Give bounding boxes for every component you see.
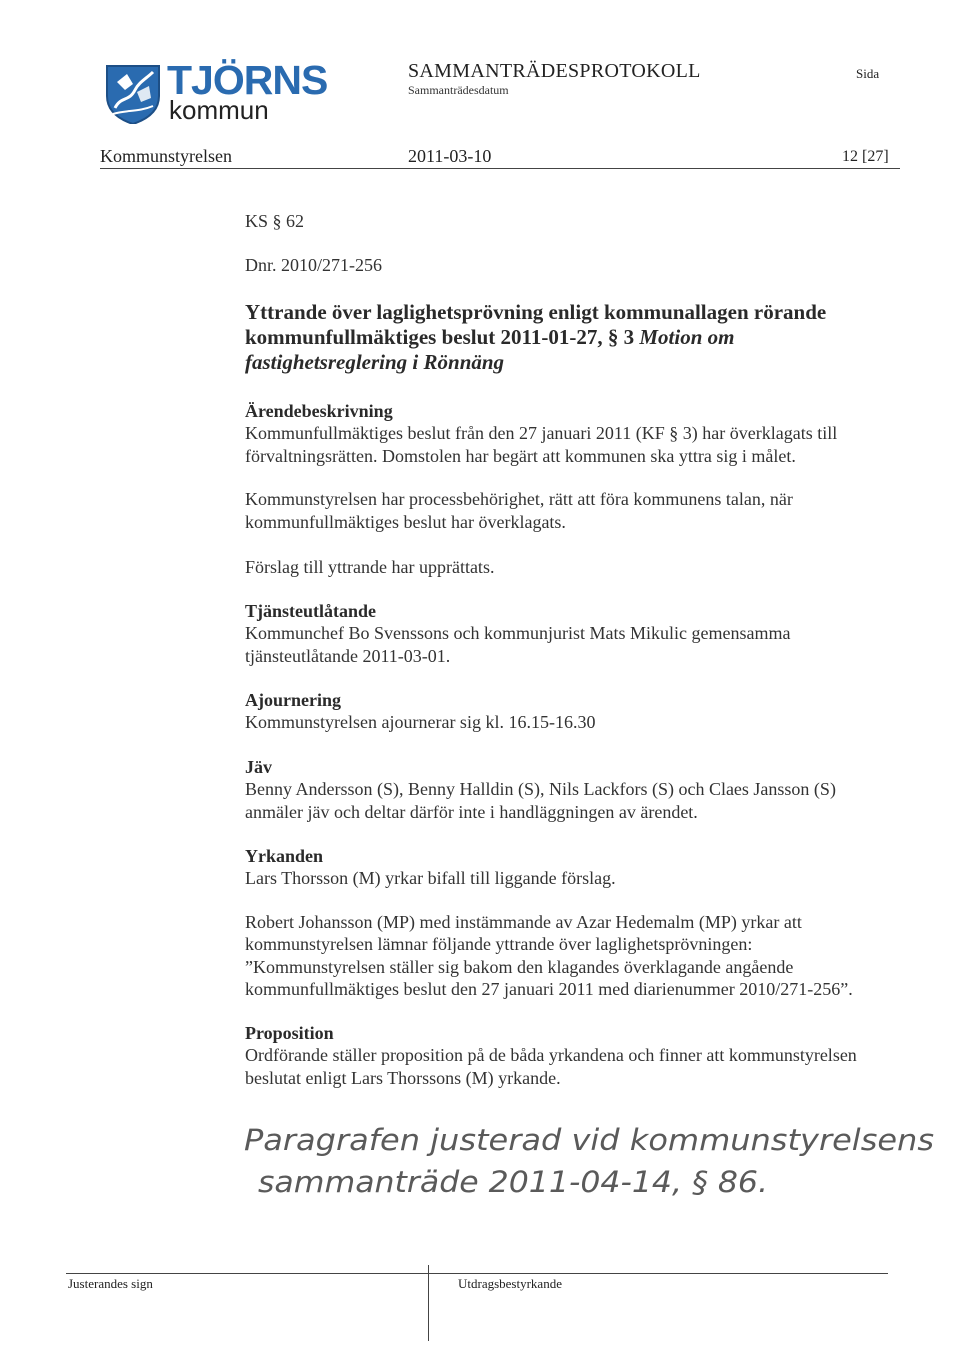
title-line-2-plain: kommunfullmäktiges beslut 2011-01-27, § 3 bbox=[245, 325, 640, 349]
robert-line-2: kommunstyrelsen lämnar följande yttrande över laglighetsprövningen: bbox=[245, 934, 753, 954]
section-heading-yrkanden: Yrkanden bbox=[245, 846, 324, 866]
forslag-text: Förslag till yttrande har upprättats. bbox=[245, 557, 495, 577]
handwritten-note bbox=[244, 1118, 944, 1208]
jav-line-2: anmäler jäv och deltar därför inte i handläggningen av ärendet. bbox=[245, 802, 698, 822]
logo-wordmark: TJÖRNS bbox=[167, 57, 328, 103]
proposition-line-1: Ordförande ställer proposition på de båda yrkandena och finner att kommunstyrelsen bbox=[245, 1045, 857, 1065]
dnr-reference: Dnr. 2010/271-256 bbox=[245, 255, 382, 275]
title-line-2 bbox=[245, 325, 885, 350]
ajournering-text: Kommunstyrelsen ajournerar sig kl. 16.15-16.30 bbox=[245, 712, 596, 732]
yrkanden-text: Lars Thorsson (M) yrkar bifall till liggande förslag. bbox=[245, 868, 616, 888]
arende-line-1: Kommunfullmäktiges beslut från den 27 januari 2011 (KF § 3) har överklagats till bbox=[245, 423, 838, 443]
process-line-2: kommunfullmäktiges beslut har överklagats. bbox=[245, 512, 566, 532]
signature-label: Justerandes sign bbox=[68, 1276, 153, 1291]
certification-label: Utdragsbestyrkande bbox=[458, 1276, 562, 1291]
footer-divider bbox=[66, 1273, 888, 1274]
arende-line-2: förvaltningsrätten. Domstolen har begärt att kommunen ska yttra sig i målet. bbox=[245, 446, 796, 466]
section-heading-proposition: Proposition bbox=[245, 1023, 334, 1043]
document-type: SAMMANTRÄDESPROTOKOLL bbox=[408, 60, 701, 82]
section-heading-tjanste: Tjänsteutlåtande bbox=[245, 601, 377, 621]
proposition-line-2: beslutat enligt Lars Thorssons (M) yrkande. bbox=[245, 1068, 561, 1088]
title-line-2-italic: Motion om bbox=[639, 325, 735, 349]
page-label: Sida bbox=[856, 66, 880, 81]
tjanste-line-1: Kommunchef Bo Svenssons och kommunjurist Mats Mikulic gemensamma bbox=[245, 623, 791, 643]
ks-reference: KS § 62 bbox=[245, 211, 305, 231]
section-heading-ajournering: Ajournering bbox=[245, 690, 341, 710]
municipality-logo bbox=[103, 56, 343, 128]
robert-line-3: ”Kommunstyrelsen ställer sig bakom den klagandes överklagande angående bbox=[245, 957, 794, 977]
robert-line-1: Robert Johansson (MP) med instämmande av Azar Hedemalm (MP) yrkar att bbox=[245, 912, 802, 932]
page-number: 12 [27] bbox=[842, 148, 889, 165]
committee-name: Kommunstyrelsen bbox=[100, 146, 232, 166]
process-line-1: Kommunstyrelsen har processbehörighet, rätt att föra kommunens talan, när bbox=[245, 489, 793, 509]
handwritten-line-2: sammanträde 2011-04-14, § 86. bbox=[258, 1165, 768, 1199]
logo-subtitle: kommun bbox=[169, 95, 269, 125]
jav-line-1: Benny Andersson (S), Benny Halldin (S), Nils Lackfors (S) och Claes Jansson (S) bbox=[245, 779, 836, 799]
handwritten-line-1: Paragrafen justerad vid kommunstyrelsens bbox=[244, 1123, 934, 1157]
title-line-3 bbox=[245, 350, 885, 375]
tjanste-line-2: tjänsteutlåtande 2011-03-01. bbox=[245, 646, 451, 666]
title-line-3-italic: fastighetsreglering i Rönnäng bbox=[245, 350, 505, 374]
coat-of-arms-icon bbox=[103, 62, 163, 124]
title-line-1: Yttrande över laglighetsprövning enligt kommunallagen rörande bbox=[245, 300, 827, 324]
meeting-date-label: Sammanträdesdatum bbox=[408, 83, 509, 97]
section-heading-arende: Ärendebeskrivning bbox=[245, 401, 393, 421]
meeting-date: 2011-03-10 bbox=[408, 146, 492, 166]
page-title bbox=[245, 300, 885, 375]
robert-line-4: kommunfullmäktiges beslut den 27 januari 2011 med diarienummer 2010/271-256”. bbox=[245, 979, 853, 999]
section-heading-jav: Jäv bbox=[245, 757, 272, 777]
footer-column-divider bbox=[428, 1265, 429, 1341]
header-divider bbox=[100, 168, 900, 169]
